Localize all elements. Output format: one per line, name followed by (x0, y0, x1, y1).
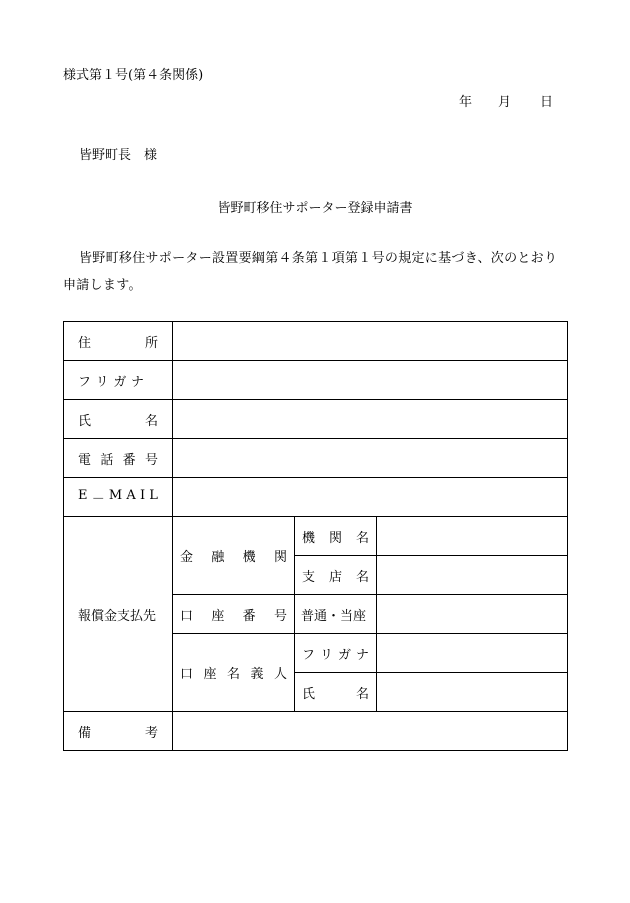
holder-furigana-label: フ リ ガ ナ (295, 634, 377, 673)
date-year-label: 年 (459, 95, 473, 110)
bank-name-label: 機 関 名 (295, 517, 377, 556)
phone-field[interactable] (173, 439, 568, 478)
body-text: 皆野町移住サポーター設置要綱第４条第１項第１号の規定に基づき、次のとおり申請します。 (63, 251, 558, 293)
holder-furigana-field[interactable] (377, 634, 568, 673)
holder-name-label: 氏 名 (295, 673, 377, 712)
furigana-field[interactable] (173, 361, 568, 400)
address-row (64, 322, 568, 361)
account-holder-label: 口 座 名 義 人 (173, 634, 295, 712)
address-field[interactable] (173, 322, 568, 361)
furigana-row (64, 361, 568, 400)
address-label: 住 所 (64, 322, 173, 361)
email-field[interactable] (173, 478, 568, 517)
bank-label: 金 融 機 関 (173, 517, 295, 595)
date-month-label: 月 (498, 95, 512, 110)
form-number: 様式第１号(第４条関係) (63, 68, 204, 83)
application-form-table (63, 321, 568, 751)
email-label: E － M A I L (64, 478, 173, 517)
name-field[interactable] (173, 400, 568, 439)
account-type-label[interactable]: 普通・当座 (295, 595, 377, 634)
date-day-label: 日 (540, 95, 554, 110)
remarks-row (64, 712, 568, 751)
document-title: 皆野町移住サポーター登録申請書 (217, 201, 413, 216)
account-number-label: 口 座 番 号 (173, 595, 295, 634)
addressee: 皆野町長 様 (79, 148, 158, 163)
bank-name-field[interactable] (377, 517, 568, 556)
branch-name-label: 支 店 名 (295, 556, 377, 595)
furigana-label: フ リ ガ ナ (64, 361, 173, 400)
remarks-label: 備 考 (64, 712, 173, 751)
account-number-field[interactable] (377, 595, 568, 634)
bank-name-row (64, 517, 568, 556)
phone-label: 電 話 番 号 (64, 439, 173, 478)
name-row (64, 400, 568, 439)
remarks-field[interactable] (173, 712, 568, 751)
phone-row (64, 439, 568, 478)
payment-label: 報償金支払先 (64, 517, 173, 712)
email-row (64, 478, 568, 517)
name-label: 氏 名 (64, 400, 173, 439)
holder-name-field[interactable] (377, 673, 568, 712)
branch-name-field[interactable] (377, 556, 568, 595)
